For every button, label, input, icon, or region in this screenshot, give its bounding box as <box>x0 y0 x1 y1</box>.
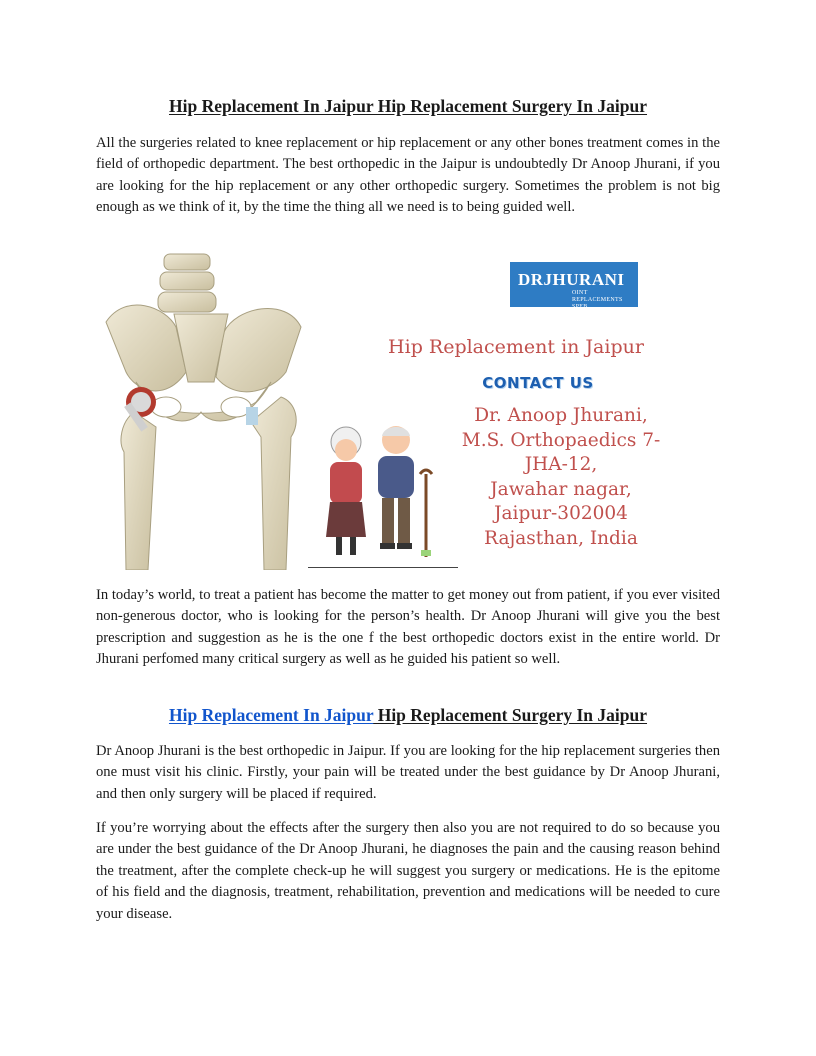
clinic-address <box>416 404 706 551</box>
address-line: M.S. Orthopaedics 7- <box>461 429 661 451</box>
section-heading-text: Hip Replacement Surgery In Jaipur <box>373 705 648 725</box>
hip-replacement-banner <box>96 252 720 570</box>
address-line: Rajasthan, India <box>484 527 638 549</box>
logo-sub-line-2: SPEB <box>572 304 588 310</box>
logo-sub-line-1: OINT REPLACEMENTS <box>572 290 623 303</box>
body-paragraph-2: In today’s world, to treat a patient has become the matter to get money out from patient, if you ever visited non-generous doctor, who is looking for the person’s health. Dr Anoop Jhurani will give you the best prescription and suggestion as he is the one f the best orthopedic doctors exist in the entire world. Dr Jhurani perfomed many critical surgery as well as he guided his patient so well. <box>96 587 720 668</box>
address-line: JHA-12, <box>524 454 598 475</box>
section-heading <box>96 705 720 726</box>
page-title <box>96 96 720 117</box>
contact-us-label: CONTACT US <box>482 374 594 392</box>
body-paragraph-4: If you’re worrying about the effects after the surgery then also you are not required to do so because you are under the best guidance of the Dr Anoop Jhurani, he diagnoses the pain and the causing reason behind the treatment, after the complete check-up he will suggest you surgery or medications. He is the epitome of his field and the diagnosis, treatment, rehabilitation, prevention and medications will be needed to cure your disease. <box>96 820 720 922</box>
pelvis-illustration <box>96 252 311 570</box>
logo-sub-text <box>572 290 638 311</box>
logo-main-text: DRJHURANI <box>518 270 625 289</box>
intro-paragraph: All the surgeries related to knee replacement or hip replacement or any other bones treatment comes in the field of orthopedic department. The best orthopedic in the Jaipur is undoubtedly Dr Anoop Jhurani, if you are looking for the hip replacement or any other orthopedic surgery. Sometimes the problem is not big enough as we think of it, by the time the thing all we need is to being guided well. <box>96 135 720 216</box>
body-paragraph-3: Dr Anoop Jhurani is the best orthopedic in Jaipur. If you are looking for the hip replacement surgeries then one must visit his clinic. Firstly, your pain will be treated under the best guidance by Dr Anoop Jhurani, and then only surgery will be placed if required. <box>96 743 720 802</box>
image-divider-line <box>308 567 458 568</box>
address-line: Dr. Anoop Jhurani, <box>474 405 648 426</box>
banner-title: Hip Replacement in Jaipur <box>388 336 644 358</box>
address-line: Jaipur-302004 <box>494 503 628 524</box>
dr-jhurani-logo <box>510 262 638 310</box>
page-title-text: Hip Replacement In Jaipur Hip Replacement Surgery In Jaipur <box>168 96 648 116</box>
address-line: Jawahar nagar, <box>490 478 632 500</box>
hip-replacement-jaipur-link[interactable]: Hip Replacement In Jaipur <box>168 705 374 725</box>
